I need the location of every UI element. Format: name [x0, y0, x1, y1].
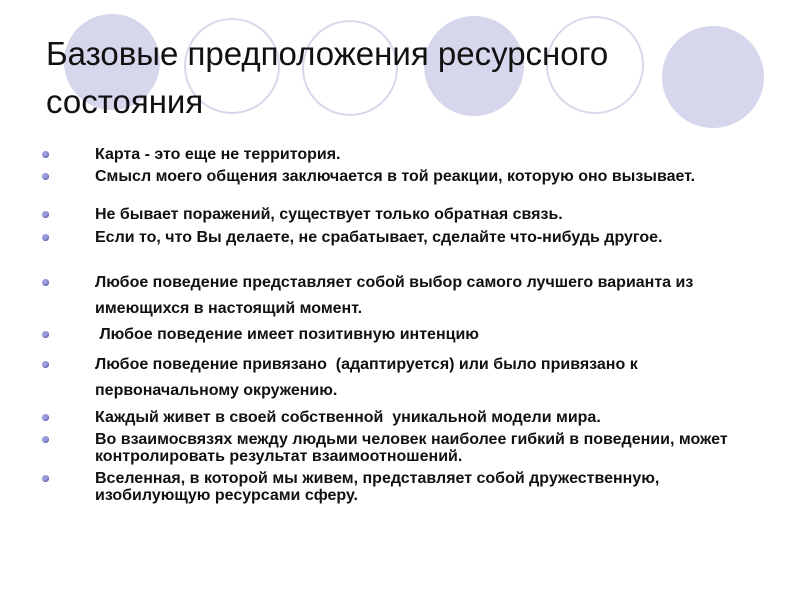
list-item-text: Любое поведение имеет позитивную интенцию [95, 326, 479, 343]
bullet-icon [42, 211, 49, 218]
list-item [95, 431, 745, 465]
bullet-icon [42, 414, 49, 421]
list-item-text: Если то, что Вы делаете, не срабатывает, сделайте что-нибудь другое. [95, 229, 663, 246]
list-item-text: Смысл моего общения заключается в той реакции, которую оно вызывает. [95, 168, 696, 185]
bullet-icon [42, 234, 49, 241]
bullet-icon [42, 475, 49, 482]
list-item [95, 146, 745, 163]
bullet-icon [42, 331, 49, 338]
bullet-icon [42, 151, 49, 158]
list-item-text: Любое поведение привязано (адаптируется) или было привязано к первоначальному окружению. [95, 356, 643, 399]
list-item-text: Каждый живет в своей собственной уникальной модели мира. [95, 409, 601, 426]
list-item [95, 352, 745, 404]
bullet-icon [42, 436, 49, 443]
list-item [95, 206, 745, 223]
slide-title: Базовые предположения ресурсного состояния [46, 35, 609, 120]
list-item [95, 168, 745, 185]
list-item [95, 322, 745, 348]
list-item-text: Во взаимосвязях между людьми человек наиболее гибкий в поведении, может контролировать результат взаимоотношений. [95, 431, 728, 465]
list-item-text: Не бывает поражений, существует только обратная связь. [95, 206, 563, 223]
list-item-text: Вселенная, в которой мы живем, представляет собой дружественную, изобилующую ресурсами сферу. [95, 470, 660, 504]
list-item [95, 409, 745, 426]
bullet-icon [42, 361, 49, 368]
bullet-icon [42, 279, 49, 286]
list-item [95, 470, 745, 504]
bullet-icon [42, 173, 49, 180]
list-item [95, 270, 745, 322]
list-item [95, 229, 745, 246]
list-item-text: Карта - это еще не территория. [95, 146, 341, 163]
list-item-text: Любое поведение представляет собой выбор самого лучшего варианта из имеющихся в настоящий момент. [95, 274, 694, 317]
